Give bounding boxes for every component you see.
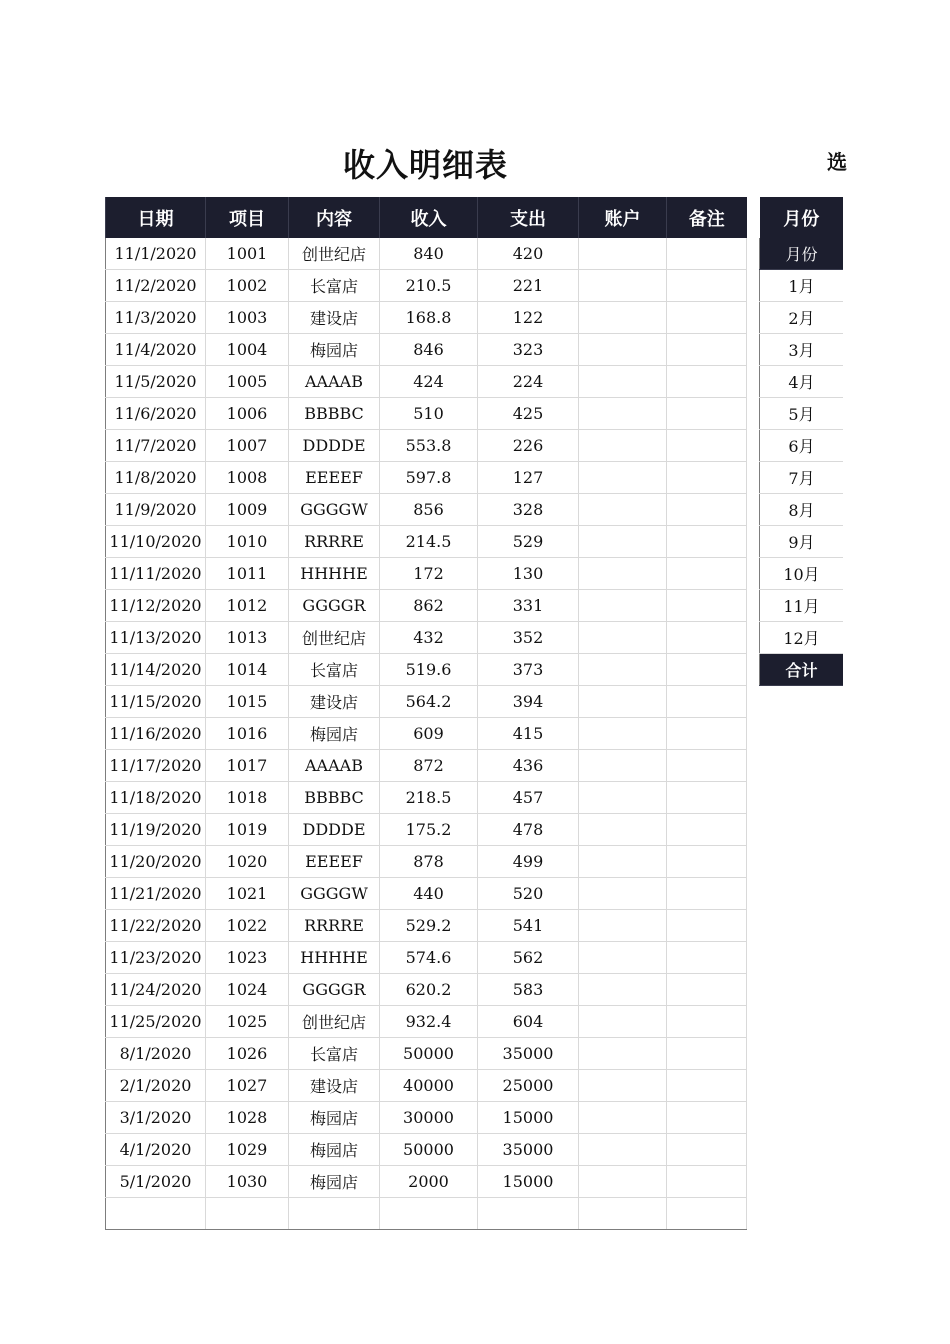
note-cell[interactable] xyxy=(667,398,747,430)
income-cell[interactable]: 846 xyxy=(380,334,478,366)
date-cell[interactable]: 11/11/2020 xyxy=(106,558,206,590)
note-cell[interactable] xyxy=(667,590,747,622)
content-cell[interactable]: 建设店 xyxy=(289,686,380,718)
date-cell[interactable]: 3/1/2020 xyxy=(106,1102,206,1134)
expense-cell[interactable]: 25000 xyxy=(478,1070,579,1102)
content-cell[interactable]: DDDDE xyxy=(289,430,380,462)
expense-cell[interactable]: 15000 xyxy=(478,1102,579,1134)
income-cell[interactable]: 564.2 xyxy=(380,686,478,718)
expense-cell[interactable]: 436 xyxy=(478,750,579,782)
item-cell[interactable]: 1006 xyxy=(206,398,289,430)
account-cell[interactable] xyxy=(579,654,667,686)
income-cell[interactable]: 30000 xyxy=(380,1102,478,1134)
content-cell[interactable]: BBBBC xyxy=(289,782,380,814)
income-cell[interactable]: 862 xyxy=(380,590,478,622)
date-cell[interactable]: 11/8/2020 xyxy=(106,462,206,494)
expense-cell[interactable]: 520 xyxy=(478,878,579,910)
table-row xyxy=(106,654,747,686)
column-header-income[interactable]: 收入 xyxy=(380,197,478,238)
content-cell[interactable]: HHHHE xyxy=(289,942,380,974)
expense-cell[interactable]: 122 xyxy=(478,302,579,334)
content-cell[interactable]: BBBBC xyxy=(289,398,380,430)
month-summary-table xyxy=(759,197,843,686)
account-cell[interactable] xyxy=(579,590,667,622)
account-cell[interactable] xyxy=(579,622,667,654)
expense-cell[interactable]: 226 xyxy=(478,430,579,462)
content-cell[interactable] xyxy=(289,1198,380,1230)
income-cell[interactable]: 574.6 xyxy=(380,942,478,974)
expense-cell[interactable]: 478 xyxy=(478,814,579,846)
content-cell[interactable]: RRRRE xyxy=(289,910,380,942)
note-cell[interactable] xyxy=(667,654,747,686)
date-cell[interactable]: 11/16/2020 xyxy=(106,718,206,750)
content-cell[interactable]: 梅园店 xyxy=(289,1134,380,1166)
content-cell[interactable]: GGGGR xyxy=(289,974,380,1006)
content-cell[interactable]: 建设店 xyxy=(289,302,380,334)
note-cell[interactable] xyxy=(667,750,747,782)
content-cell[interactable]: EEEEF xyxy=(289,846,380,878)
account-cell[interactable] xyxy=(579,910,667,942)
content-cell[interactable]: AAAAB xyxy=(289,366,380,398)
income-cell[interactable]: 168.8 xyxy=(380,302,478,334)
date-cell[interactable]: 11/7/2020 xyxy=(106,430,206,462)
date-cell[interactable]: 11/21/2020 xyxy=(106,878,206,910)
note-cell[interactable] xyxy=(667,1102,747,1134)
note-cell[interactable] xyxy=(667,718,747,750)
note-cell[interactable] xyxy=(667,270,747,302)
date-cell[interactable]: 11/15/2020 xyxy=(106,686,206,718)
table-row xyxy=(106,974,747,1006)
expense-cell[interactable]: 35000 xyxy=(478,1038,579,1070)
income-cell[interactable]: 175.2 xyxy=(380,814,478,846)
item-cell[interactable]: 1027 xyxy=(206,1070,289,1102)
table-row xyxy=(106,686,747,718)
note-cell[interactable] xyxy=(667,366,747,398)
content-cell[interactable]: RRRRE xyxy=(289,526,380,558)
expense-cell[interactable]: 224 xyxy=(478,366,579,398)
item-cell[interactable]: 1024 xyxy=(206,974,289,1006)
month-cell[interactable]: 6月 xyxy=(760,430,844,462)
date-cell[interactable]: 11/17/2020 xyxy=(106,750,206,782)
note-cell[interactable] xyxy=(667,462,747,494)
table-row xyxy=(106,302,747,334)
date-cell[interactable]: 5/1/2020 xyxy=(106,1166,206,1198)
page-title: 收入明细表 xyxy=(342,146,508,184)
date-cell[interactable]: 11/9/2020 xyxy=(106,494,206,526)
date-cell[interactable]: 2/1/2020 xyxy=(106,1070,206,1102)
table-row xyxy=(106,270,747,302)
note-cell[interactable] xyxy=(667,302,747,334)
table-row xyxy=(106,590,747,622)
account-cell[interactable] xyxy=(579,494,667,526)
expense-cell[interactable]: 583 xyxy=(478,974,579,1006)
column-header-expense[interactable]: 支出 xyxy=(478,197,579,238)
side-panel-title: 选 xyxy=(827,150,847,174)
note-cell[interactable] xyxy=(667,814,747,846)
expense-cell[interactable] xyxy=(478,1198,579,1230)
expense-cell[interactable]: 529 xyxy=(478,526,579,558)
expense-cell[interactable]: 394 xyxy=(478,686,579,718)
note-cell[interactable] xyxy=(667,942,747,974)
date-cell[interactable]: 11/19/2020 xyxy=(106,814,206,846)
account-cell[interactable] xyxy=(579,814,667,846)
date-cell[interactable]: 11/5/2020 xyxy=(106,366,206,398)
note-cell[interactable] xyxy=(667,1134,747,1166)
expense-cell[interactable]: 35000 xyxy=(478,1134,579,1166)
expense-cell[interactable]: 499 xyxy=(478,846,579,878)
income-cell[interactable]: 2000 xyxy=(380,1166,478,1198)
expense-cell[interactable]: 562 xyxy=(478,942,579,974)
table-row xyxy=(106,1102,747,1134)
total-cell[interactable]: 合计 xyxy=(760,654,844,686)
date-cell[interactable]: 11/2/2020 xyxy=(106,270,206,302)
note-cell[interactable] xyxy=(667,494,747,526)
table-row xyxy=(106,526,747,558)
column-header-content[interactable]: 内容 xyxy=(289,197,380,238)
note-cell[interactable] xyxy=(667,1038,747,1070)
content-cell[interactable]: DDDDE xyxy=(289,814,380,846)
item-cell[interactable]: 1004 xyxy=(206,334,289,366)
content-cell[interactable]: GGGGW xyxy=(289,494,380,526)
table-row xyxy=(106,718,747,750)
table-row xyxy=(106,366,747,398)
table-row xyxy=(106,238,747,270)
income-cell[interactable]: 218.5 xyxy=(380,782,478,814)
item-cell[interactable]: 1016 xyxy=(206,718,289,750)
account-cell[interactable] xyxy=(579,334,667,366)
account-cell[interactable] xyxy=(579,238,667,270)
content-cell[interactable]: 创世纪店 xyxy=(289,622,380,654)
account-cell[interactable] xyxy=(579,430,667,462)
account-cell[interactable] xyxy=(579,526,667,558)
account-cell[interactable] xyxy=(579,1134,667,1166)
table-row xyxy=(106,942,747,974)
item-cell[interactable]: 1010 xyxy=(206,526,289,558)
income-cell[interactable]: 597.8 xyxy=(380,462,478,494)
income-cell[interactable]: 553.8 xyxy=(380,430,478,462)
item-cell[interactable] xyxy=(206,1198,289,1230)
date-cell[interactable]: 11/24/2020 xyxy=(106,974,206,1006)
note-cell[interactable] xyxy=(667,1006,747,1038)
income-cell[interactable]: 878 xyxy=(380,846,478,878)
month-cell[interactable]: 3月 xyxy=(760,334,844,366)
month-cell[interactable]: 4月 xyxy=(760,366,844,398)
note-cell[interactable] xyxy=(667,974,747,1006)
table-header-row xyxy=(106,197,747,238)
table-row xyxy=(106,750,747,782)
table-row xyxy=(106,1198,747,1230)
income-cell[interactable]: 424 xyxy=(380,366,478,398)
item-cell[interactable]: 1005 xyxy=(206,366,289,398)
content-cell[interactable]: 梅园店 xyxy=(289,718,380,750)
item-cell[interactable]: 1008 xyxy=(206,462,289,494)
item-cell[interactable]: 1001 xyxy=(206,238,289,270)
expense-cell[interactable]: 15000 xyxy=(478,1166,579,1198)
month-header[interactable]: 月份 xyxy=(760,197,844,238)
date-cell[interactable]: 11/12/2020 xyxy=(106,590,206,622)
content-cell[interactable]: 梅园店 xyxy=(289,1166,380,1198)
expense-cell[interactable]: 221 xyxy=(478,270,579,302)
income-cell[interactable]: 519.6 xyxy=(380,654,478,686)
note-cell[interactable] xyxy=(667,1070,747,1102)
expense-cell[interactable]: 127 xyxy=(478,462,579,494)
account-cell[interactable] xyxy=(579,302,667,334)
item-cell[interactable]: 1021 xyxy=(206,878,289,910)
income-cell[interactable]: 50000 xyxy=(380,1134,478,1166)
note-cell[interactable] xyxy=(667,1166,747,1198)
date-cell[interactable]: 11/1/2020 xyxy=(106,238,206,270)
table-row xyxy=(106,1038,747,1070)
expense-cell[interactable]: 425 xyxy=(478,398,579,430)
note-cell[interactable] xyxy=(667,558,747,590)
account-cell[interactable] xyxy=(579,462,667,494)
note-cell[interactable] xyxy=(667,686,747,718)
item-cell[interactable]: 1013 xyxy=(206,622,289,654)
account-cell[interactable] xyxy=(579,558,667,590)
income-cell[interactable]: 50000 xyxy=(380,1038,478,1070)
income-detail-table xyxy=(105,197,747,1230)
account-cell[interactable] xyxy=(579,846,667,878)
note-cell[interactable] xyxy=(667,238,747,270)
table-row xyxy=(106,1006,747,1038)
table-row xyxy=(106,1070,747,1102)
income-cell[interactable]: 840 xyxy=(380,238,478,270)
note-cell[interactable] xyxy=(667,622,747,654)
month-cell[interactable]: 12月 xyxy=(760,622,844,654)
expense-cell[interactable]: 415 xyxy=(478,718,579,750)
account-cell[interactable] xyxy=(579,942,667,974)
month-cell[interactable]: 8月 xyxy=(760,494,844,526)
month-cell[interactable]: 11月 xyxy=(760,590,844,622)
content-cell[interactable]: 长富店 xyxy=(289,1038,380,1070)
note-cell[interactable] xyxy=(667,846,747,878)
month-cell[interactable]: 9月 xyxy=(760,526,844,558)
expense-cell[interactable]: 328 xyxy=(478,494,579,526)
item-cell[interactable]: 1017 xyxy=(206,750,289,782)
item-cell[interactable]: 1018 xyxy=(206,782,289,814)
date-cell[interactable]: 4/1/2020 xyxy=(106,1134,206,1166)
date-cell[interactable]: 11/23/2020 xyxy=(106,942,206,974)
income-cell[interactable]: 172 xyxy=(380,558,478,590)
note-cell[interactable] xyxy=(667,526,747,558)
item-cell[interactable]: 1009 xyxy=(206,494,289,526)
expense-cell[interactable]: 604 xyxy=(478,1006,579,1038)
table-row xyxy=(106,782,747,814)
date-cell[interactable]: 11/20/2020 xyxy=(106,846,206,878)
income-cell[interactable]: 872 xyxy=(380,750,478,782)
content-cell[interactable]: AAAAB xyxy=(289,750,380,782)
account-cell[interactable] xyxy=(579,366,667,398)
table-row xyxy=(106,910,747,942)
item-cell[interactable]: 1019 xyxy=(206,814,289,846)
item-cell[interactable]: 1012 xyxy=(206,590,289,622)
item-cell[interactable]: 1022 xyxy=(206,910,289,942)
account-cell[interactable] xyxy=(579,718,667,750)
date-cell[interactable] xyxy=(106,1198,206,1230)
table-row xyxy=(106,622,747,654)
month-cell[interactable]: 2月 xyxy=(760,302,844,334)
account-cell[interactable] xyxy=(579,974,667,1006)
expense-cell[interactable]: 457 xyxy=(478,782,579,814)
month-cell[interactable]: 10月 xyxy=(760,558,844,590)
account-cell[interactable] xyxy=(579,398,667,430)
item-cell[interactable]: 1026 xyxy=(206,1038,289,1070)
expense-cell[interactable]: 541 xyxy=(478,910,579,942)
table-row xyxy=(106,846,747,878)
income-cell[interactable]: 440 xyxy=(380,878,478,910)
content-cell[interactable]: 梅园店 xyxy=(289,1102,380,1134)
month-cell[interactable]: 7月 xyxy=(760,462,844,494)
date-cell[interactable]: 11/14/2020 xyxy=(106,654,206,686)
date-cell[interactable]: 11/4/2020 xyxy=(106,334,206,366)
table-row xyxy=(106,814,747,846)
income-cell[interactable] xyxy=(380,1198,478,1230)
account-cell[interactable] xyxy=(579,750,667,782)
date-cell[interactable]: 11/3/2020 xyxy=(106,302,206,334)
expense-cell[interactable]: 352 xyxy=(478,622,579,654)
note-cell[interactable] xyxy=(667,782,747,814)
date-cell[interactable]: 11/25/2020 xyxy=(106,1006,206,1038)
item-cell[interactable]: 1020 xyxy=(206,846,289,878)
date-cell[interactable]: 11/10/2020 xyxy=(106,526,206,558)
table-row xyxy=(106,1166,747,1198)
account-cell[interactable] xyxy=(579,1198,667,1230)
income-cell[interactable]: 214.5 xyxy=(380,526,478,558)
column-header-date[interactable]: 日期 xyxy=(106,197,206,238)
account-cell[interactable] xyxy=(579,1006,667,1038)
item-cell[interactable]: 1029 xyxy=(206,1134,289,1166)
income-cell[interactable]: 40000 xyxy=(380,1070,478,1102)
table-row xyxy=(106,558,747,590)
income-cell[interactable]: 620.2 xyxy=(380,974,478,1006)
date-cell[interactable]: 8/1/2020 xyxy=(106,1038,206,1070)
content-cell[interactable]: EEEEF xyxy=(289,462,380,494)
table-row xyxy=(106,398,747,430)
account-cell[interactable] xyxy=(579,782,667,814)
content-cell[interactable]: GGGGW xyxy=(289,878,380,910)
item-cell[interactable]: 1025 xyxy=(206,1006,289,1038)
item-cell[interactable]: 1014 xyxy=(206,654,289,686)
account-cell[interactable] xyxy=(579,1102,667,1134)
month-cell[interactable]: 1月 xyxy=(760,270,844,302)
item-cell[interactable]: 1003 xyxy=(206,302,289,334)
column-header-account[interactable]: 账户 xyxy=(579,197,667,238)
income-cell[interactable]: 432 xyxy=(380,622,478,654)
account-cell[interactable] xyxy=(579,686,667,718)
expense-cell[interactable]: 130 xyxy=(478,558,579,590)
expense-cell[interactable]: 373 xyxy=(478,654,579,686)
item-cell[interactable]: 1002 xyxy=(206,270,289,302)
note-cell[interactable] xyxy=(667,878,747,910)
expense-cell[interactable]: 323 xyxy=(478,334,579,366)
income-cell[interactable]: 510 xyxy=(380,398,478,430)
item-cell[interactable]: 1011 xyxy=(206,558,289,590)
table-row xyxy=(106,494,747,526)
note-cell[interactable] xyxy=(667,1198,747,1230)
content-cell[interactable]: 长富店 xyxy=(289,270,380,302)
income-cell[interactable]: 609 xyxy=(380,718,478,750)
note-cell[interactable] xyxy=(667,334,747,366)
table-row xyxy=(106,1134,747,1166)
content-cell[interactable]: 梅园店 xyxy=(289,334,380,366)
item-cell[interactable]: 1023 xyxy=(206,942,289,974)
income-cell[interactable]: 529.2 xyxy=(380,910,478,942)
date-cell[interactable]: 11/6/2020 xyxy=(106,398,206,430)
date-cell[interactable]: 11/22/2020 xyxy=(106,910,206,942)
item-cell[interactable]: 1007 xyxy=(206,430,289,462)
account-cell[interactable] xyxy=(579,270,667,302)
table-row xyxy=(106,462,747,494)
note-cell[interactable] xyxy=(667,430,747,462)
month-subheader[interactable]: 月份 xyxy=(760,238,844,270)
item-cell[interactable]: 1015 xyxy=(206,686,289,718)
content-cell[interactable]: 长富店 xyxy=(289,654,380,686)
table-row xyxy=(106,430,747,462)
income-cell[interactable]: 932.4 xyxy=(380,1006,478,1038)
date-cell[interactable]: 11/13/2020 xyxy=(106,622,206,654)
item-cell[interactable]: 1028 xyxy=(206,1102,289,1134)
account-cell[interactable] xyxy=(579,1070,667,1102)
column-header-note[interactable]: 备注 xyxy=(667,197,747,238)
expense-cell[interactable]: 420 xyxy=(478,238,579,270)
account-cell[interactable] xyxy=(579,1166,667,1198)
content-cell[interactable]: HHHHE xyxy=(289,558,380,590)
month-cell[interactable]: 5月 xyxy=(760,398,844,430)
item-cell[interactable]: 1030 xyxy=(206,1166,289,1198)
income-cell[interactable]: 210.5 xyxy=(380,270,478,302)
date-cell[interactable]: 11/18/2020 xyxy=(106,782,206,814)
account-cell[interactable] xyxy=(579,878,667,910)
table-row xyxy=(106,334,747,366)
content-cell[interactable]: 建设店 xyxy=(289,1070,380,1102)
table-row xyxy=(106,878,747,910)
content-cell[interactable]: 创世纪店 xyxy=(289,1006,380,1038)
expense-cell[interactable]: 331 xyxy=(478,590,579,622)
income-cell[interactable]: 856 xyxy=(380,494,478,526)
account-cell[interactable] xyxy=(579,1038,667,1070)
column-header-item[interactable]: 项目 xyxy=(206,197,289,238)
content-cell[interactable]: 创世纪店 xyxy=(289,238,380,270)
note-cell[interactable] xyxy=(667,910,747,942)
content-cell[interactable]: GGGGR xyxy=(289,590,380,622)
